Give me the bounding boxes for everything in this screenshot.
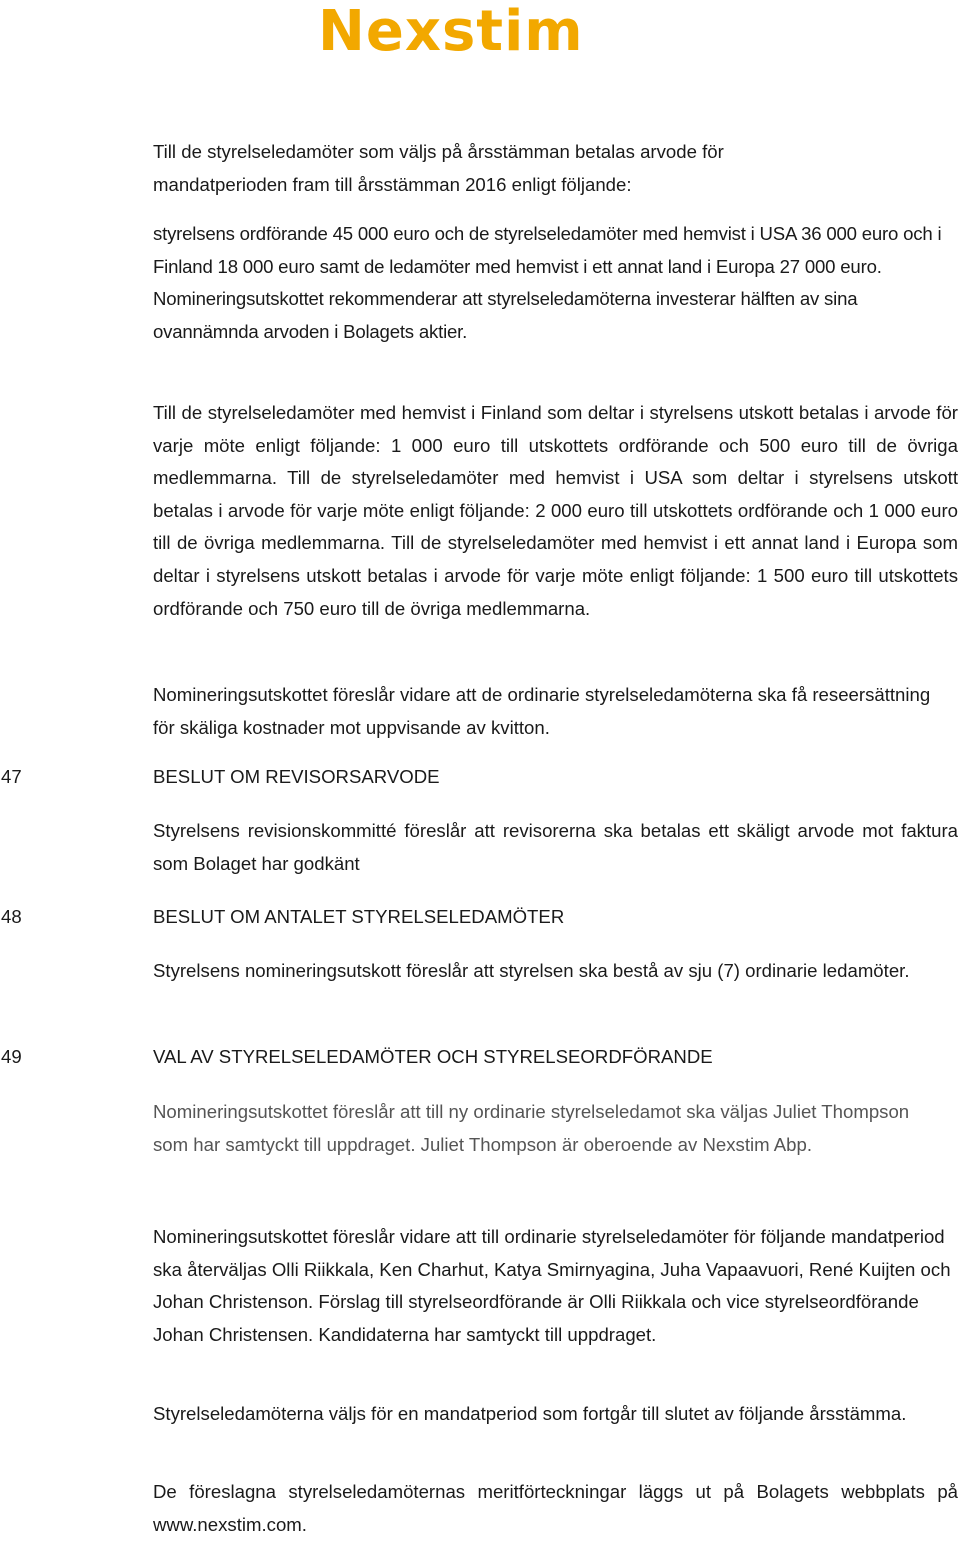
section-number: 49	[1, 1046, 22, 1067]
nexstim-logo: Nexstim	[318, 0, 584, 64]
section-heading: VAL AV STYRELSELEDAMÖTER OCH STYRELSEORDFÖRANDE	[153, 1046, 713, 1067]
section-49-body-1: Nomineringsutskottet föreslår att till ny ordinarie styrelseledamot ska väljas Juliet Thompson som har samtyckt till uppdraget. Juliet Thompson är oberoende av Nexstim Abp.	[153, 1101, 910, 1155]
section-number: 47	[1, 766, 22, 787]
section-number: 48	[1, 906, 22, 927]
section-49-body-3: Styrelseledamöterna väljs för en mandatperiod som fortgår till slutet av följande årsstämma.	[153, 1403, 907, 1424]
intro-paragraph-3: Till de styrelseledamöter med hemvist i Finland som deltar i styrelsens utskott betalas i arvode för varje möte enligt följande: 1 000 euro till utskottets ordförande och 500 euro till de övriga medlemmarna. Till de styrelseledamöter med hemvist i USA som deltar i styrelsens utskott betalas i arvode för varje möte enligt följande: 2 000 euro till utskottets ordförande och 1 000 euro till de övriga medlemmarna. Till de styrelseledamöter med hemvist i ett annat land i Europa som deltar i styrelsens utskott betalas i arvode för varje möte enligt följande: 1 500 euro till utskottets ordförande och 750 euro till de övriga medlemmarna.	[153, 402, 958, 619]
intro-paragraph-4: Nomineringsutskottet föreslår vidare att de ordinarie styrelseledamöterna ska få reseersättning för skäliga kostnader mot uppvisande av kvitton.	[153, 684, 931, 738]
intro-paragraph-1: Till de styrelseledamöter som väljs på årsstämman betalas arvode för mandatperioden fram till årsstämman 2016 enligt följande:	[153, 141, 724, 195]
section-48-body: Styrelsens nomineringsutskott föreslår att styrelsen ska bestå av sju (7) ordinarie ledamöter.	[153, 960, 910, 981]
section-47-body: Styrelsens revisionskommitté föreslår att revisorerna ska betalas ett skäligt arvode mot faktura som Bolaget har godkänt	[153, 820, 958, 874]
intro-paragraph-2: styrelsens ordförande 45 000 euro och de styrelseledamöter med hemvist i USA 36 000 euro och i Finland 18 000 euro samt de ledamöter med hemvist i ett annat land i Europa 27 000 euro. Nomineringsutskottet rekommenderar att styrelseledamöterna investerar hälften av sina ovannämnda arvoden i Bolagets aktier.	[153, 223, 942, 342]
section-heading: BESLUT OM ANTALET STYRELSELEDAMÖTER	[153, 906, 565, 927]
section-49-body-4: De föreslagna styrelseledamöternas meritförteckningar läggs ut på Bolagets webbplats på www.nexstim.com.	[153, 1481, 958, 1535]
section-heading: BESLUT OM REVISORSARVODE	[153, 766, 440, 787]
section-49-body-2: Nomineringsutskottet föreslår vidare att till ordinarie styrelseledamöter för följande mandatperiod ska återväljas Olli Riikkala, Ken Charhut, Katya Smirnyagina, Juha Vapaavuori, René Kuijten och Johan Christenson. Förslag till styrelseordförande är Olli Riikkala och vice styrelseordförande Johan Christensen. Kandidaterna har samtyckt till uppdraget.	[153, 1226, 951, 1345]
